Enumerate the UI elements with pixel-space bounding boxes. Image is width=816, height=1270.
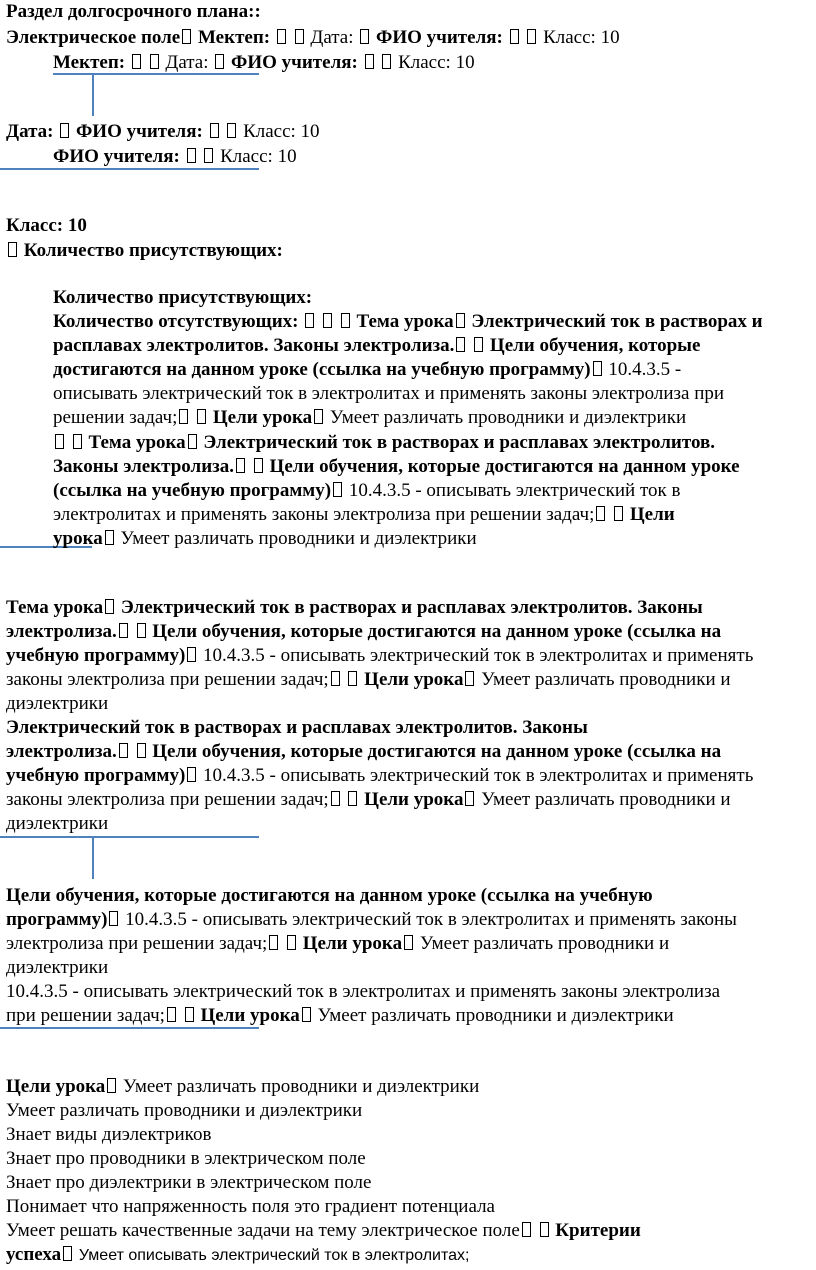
divider-line — [92, 74, 94, 116]
doc-line: Количество присутствующих: — [53, 287, 313, 308]
glyph-box-icon — [55, 434, 64, 449]
glyph-box-icon — [348, 671, 357, 686]
doc-line: диэлектрики — [6, 957, 109, 978]
glyph-box-icon — [215, 54, 224, 69]
glyph-box-icon — [254, 458, 263, 473]
glyph-box-icon — [210, 123, 219, 138]
glyph-box-icon — [522, 1222, 531, 1237]
glyph-box-icon — [287, 935, 296, 950]
glyph-box-icon — [295, 29, 304, 44]
doc-line: электролиза при решении задач; Цели урока Умеет различать проводники и — [6, 933, 670, 954]
glyph-box-icon — [593, 361, 602, 376]
glyph-box-icon — [456, 337, 465, 352]
glyph-box-icon — [119, 623, 128, 638]
doc-line: Электрическое поле Мектеп: Дата: ФИО учителя: Класс: 10 — [6, 27, 620, 48]
doc-line: Понимает что напряженность поля это градиент потенциала — [6, 1196, 495, 1217]
glyph-box-icon — [314, 409, 323, 424]
doc-line: расплавах электролитов. Законы электролиза. Цели обучения, которые — [53, 335, 701, 356]
doc-line: учебную программу) 10.4.3.5 - описывать электрический ток в электролитах и применять — [6, 765, 754, 786]
glyph-box-icon — [105, 599, 114, 614]
glyph-box-icon — [204, 148, 213, 163]
doc-line: электролитах и применять законы электролиза при решении задач; Цели — [53, 504, 675, 525]
glyph-box-icon — [360, 29, 369, 44]
glyph-box-icon — [323, 313, 332, 328]
doc-line: Знает виды диэлектриков — [6, 1124, 212, 1145]
glyph-box-icon — [465, 671, 474, 686]
glyph-box-icon — [527, 29, 536, 44]
glyph-box-icon — [614, 506, 623, 521]
doc-line: Знает про проводники в электрическом поле — [6, 1148, 366, 1169]
doc-line: при решении задач; Цели урока Умеет различать проводники и диэлектрики — [6, 1005, 674, 1026]
glyph-box-icon — [188, 434, 197, 449]
glyph-box-icon — [187, 767, 196, 782]
glyph-box-icon — [333, 482, 342, 497]
doc-line: успеха Умеет описывать электрический ток в электролитах; — [6, 1244, 470, 1265]
doc-line: Количество присутствующих: — [6, 239, 283, 263]
glyph-box-icon — [8, 242, 17, 257]
doc-line: диэлектрики — [6, 813, 109, 834]
glyph-box-icon — [132, 54, 141, 69]
glyph-box-icon — [185, 1007, 194, 1022]
glyph-box-icon — [305, 313, 314, 328]
glyph-box-icon — [167, 1007, 176, 1022]
doc-line: Количество отсутствующих: Тема урока Электрический ток в растворах и — [53, 311, 763, 332]
divider-line — [0, 836, 259, 838]
doc-line: Знает про диэлектрики в электрическом поле — [6, 1172, 372, 1193]
doc-line: 10.4.3.5 - описывать электрический ток в электролитах и применять законы электролиза — [6, 981, 721, 1002]
glyph-box-icon — [236, 458, 245, 473]
doc-line: достигаются на данном уроке (ссылка на учебную программу) 10.4.3.5 - — [53, 359, 682, 380]
glyph-box-icon — [109, 911, 118, 926]
doc-line: решении задач; Цели урока Умеет различать проводники и диэлектрики — [53, 407, 687, 428]
glyph-box-icon — [73, 434, 82, 449]
glyph-box-icon — [197, 409, 206, 424]
glyph-box-icon — [365, 54, 374, 69]
doc-line: Законы электролиза. Цели обучения, которые достигаются на данном уроке — [53, 456, 740, 477]
doc-line: Электрический ток в растворах и расплавах электролитов. Законы — [6, 717, 588, 738]
doc-line: Цели урока Умеет различать проводники и диэлектрики — [6, 1076, 480, 1097]
glyph-box-icon — [150, 54, 159, 69]
glyph-box-icon — [341, 313, 350, 328]
glyph-box-icon — [331, 671, 340, 686]
glyph-box-icon — [404, 935, 413, 950]
glyph-box-icon — [277, 29, 286, 44]
glyph-box-icon — [465, 791, 474, 806]
glyph-box-icon — [137, 743, 146, 758]
doc-line: учебную программу) 10.4.3.5 - описывать электрический ток в электролитах и применять — [6, 645, 754, 666]
glyph-box-icon — [187, 148, 196, 163]
glyph-box-icon — [302, 1007, 311, 1022]
glyph-box-icon — [456, 313, 465, 328]
doc-line: Тема урока Электрический ток в растворах и расплавах электролитов. Законы — [6, 597, 703, 618]
doc-line: (ссылка на учебную программу) 10.4.3.5 - описывать электрический ток в — [53, 480, 681, 501]
doc-line: Умеет решать качественные задачи на тему электрическое поле Критерии — [6, 1220, 641, 1241]
glyph-box-icon — [596, 506, 605, 521]
glyph-box-icon — [182, 29, 191, 44]
glyph-box-icon — [510, 29, 519, 44]
doc-line: законы электролиза при решении задач; Цели урока Умеет различать проводники и — [6, 789, 731, 810]
glyph-box-icon — [63, 1246, 72, 1261]
glyph-box-icon — [474, 337, 483, 352]
doc-line: электролиза. Цели обучения, которые достигаются на данном уроке (ссылка на — [6, 741, 722, 762]
glyph-box-icon — [137, 623, 146, 638]
glyph-box-icon — [107, 1078, 116, 1093]
glyph-box-icon — [331, 791, 340, 806]
doc-line: Класс: 10 — [6, 215, 87, 236]
doc-line: диэлектрики — [6, 693, 109, 714]
doc-line: Дата: ФИО учителя: Класс: 10 — [6, 121, 320, 142]
glyph-box-icon — [105, 530, 114, 545]
glyph-box-icon — [227, 123, 236, 138]
doc-line: Мектеп: Дата: ФИО учителя: Класс: 10 — [53, 52, 475, 73]
doc-line: Раздел долгосрочного плана:: — [6, 1, 261, 22]
glyph-box-icon — [348, 791, 357, 806]
divider-line — [92, 837, 94, 879]
doc-line: описывать электрический ток в электролитах и применять законы электролиза при — [53, 383, 725, 404]
glyph-box-icon — [119, 743, 128, 758]
glyph-box-icon — [269, 935, 278, 950]
doc-line: Цели обучения, которые достигаются на данном уроке (ссылка на учебную — [6, 885, 653, 906]
glyph-box-icon — [540, 1222, 549, 1237]
glyph-box-icon — [60, 123, 69, 138]
doc-line: Тема урока Электрический ток в растворах и расплавах электролитов. — [53, 431, 715, 455]
doc-line: Умеет различать проводники и диэлектрики — [6, 1100, 363, 1121]
glyph-box-icon — [179, 409, 188, 424]
doc-line: урока Умеет различать проводники и диэлектрики — [53, 528, 477, 549]
doc-line: законы электролиза при решении задач; Цели урока Умеет различать проводники и — [6, 669, 731, 690]
glyph-box-icon — [382, 54, 391, 69]
doc-line: электролиза. Цели обучения, которые достигаются на данном уроке (ссылка на — [6, 621, 722, 642]
glyph-box-icon — [187, 647, 196, 662]
doc-line: ФИО учителя: Класс: 10 — [53, 146, 297, 167]
doc-line: программу) 10.4.3.5 - описывать электрический ток в электролитах и применять законы — [6, 909, 737, 930]
